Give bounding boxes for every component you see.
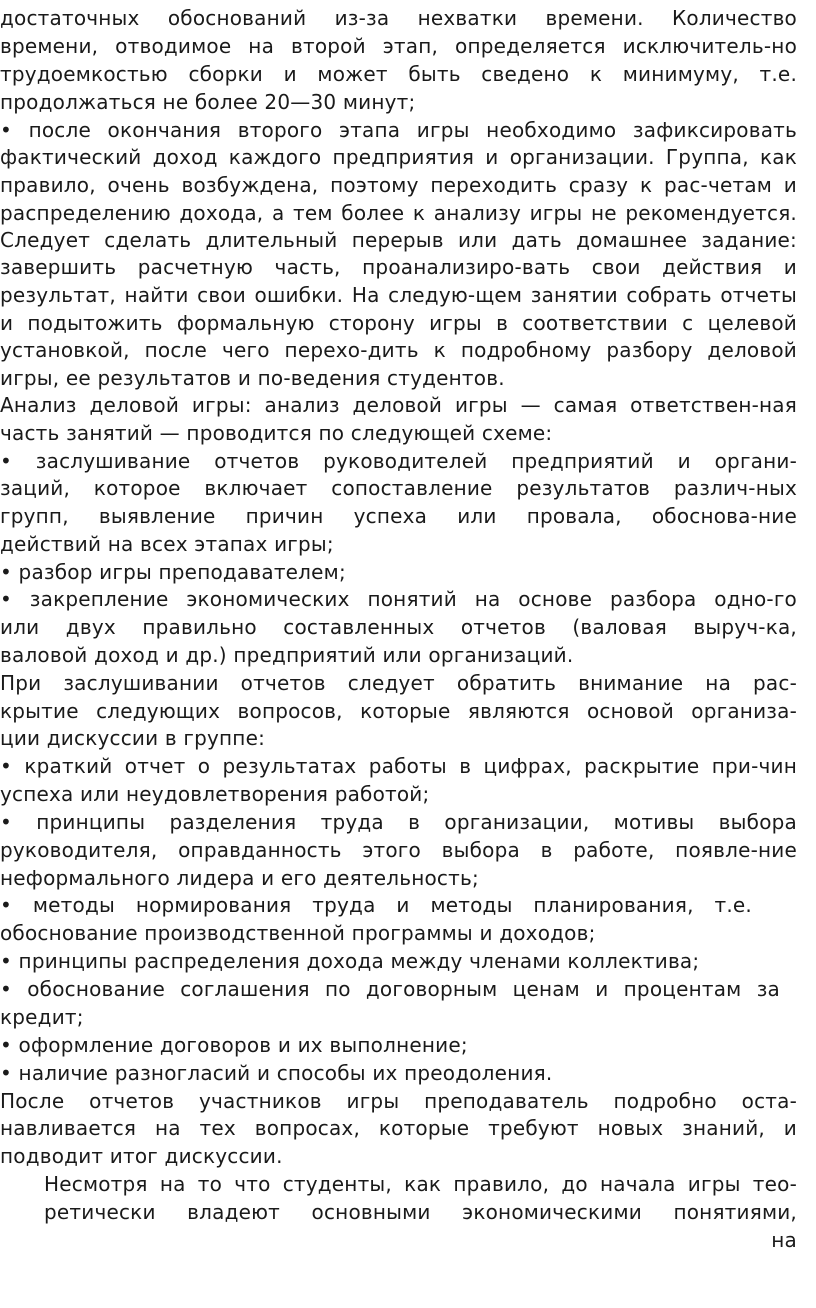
text-line: результат, найти свои ошибки. На следую-щем занятии собрать отчеты bbox=[0, 283, 797, 307]
text-line: • обоснование соглашения по договорным ценам и процентам за bbox=[0, 977, 780, 1001]
text-line: • методы нормирования труда и методы планирования, т.е. bbox=[0, 893, 752, 917]
text-line: обоснование производственной программы и доходов; bbox=[0, 921, 596, 945]
text-line: продолжаться не более 20—30 минут; bbox=[0, 90, 416, 114]
text-line: достаточных обоснований из-за нехватки времени. Количество bbox=[0, 6, 797, 30]
text-line: игры, ее результатов и по-ведения студентов. bbox=[0, 366, 505, 390]
text-line: • после окончания второго этапа игры необходимо зафиксировать bbox=[0, 118, 797, 142]
text-line: • закрепление экономических понятий на основе разбора одно-го bbox=[0, 587, 797, 611]
text-line: времени, отводимое на второй этап, определяется исключитель-но bbox=[0, 34, 797, 58]
text-line: кредит; bbox=[0, 1005, 84, 1029]
text-line: • оформление договоров и их выполнение; bbox=[0, 1033, 468, 1057]
text-line: валовой доход и др.) предприятий или организаций. bbox=[0, 643, 574, 667]
text-line: Несмотря на то что студенты, как правило, до начала игры тео- bbox=[44, 1172, 797, 1196]
text-line: При заслушивании отчетов следует обратить внимание на рас- bbox=[0, 671, 797, 695]
text-line: ции дискуссии в группе: bbox=[0, 726, 266, 750]
text-line: завершить расчетную часть, проанализиро-вать свои действия и bbox=[0, 255, 797, 279]
text-line: навливается на тех вопросах, которые требуют новых знаний, и bbox=[0, 1116, 797, 1140]
text-line: заций, которое включает сопоставление результатов различ-ных bbox=[0, 476, 797, 500]
text-line: ретически владеют основными экономическими понятиями, bbox=[44, 1200, 797, 1224]
text-line: крытие следующих вопросов, которые являются основой организа- bbox=[0, 699, 797, 723]
text-line: на bbox=[771, 1228, 797, 1252]
text-line: • наличие разногласий и способы их преодоления. bbox=[0, 1061, 553, 1085]
text-line: фактический доход каждого предприятия и организации. Группа, как bbox=[0, 145, 797, 169]
text-line: групп, выявление причин успеха или провала, обоснова-ние bbox=[0, 504, 797, 528]
text-line: • заслушивание отчетов руководителей предприятий и органи- bbox=[0, 449, 797, 473]
text-line: • краткий отчет о результатах работы в цифрах, раскрытие при-чин bbox=[0, 754, 797, 778]
text-line: • принципы распределения дохода между членами коллектива; bbox=[0, 949, 700, 973]
text-line: После отчетов участников игры преподаватель подробно оста- bbox=[0, 1089, 797, 1113]
text-line: • принципы разделения труда в организации, мотивы выбора bbox=[0, 810, 797, 834]
text-line: установкой, после чего перехо-дить к подробному разбору деловой bbox=[0, 338, 797, 362]
text-line: или двух правильно составленных отчетов (валовая выруч-ка, bbox=[0, 615, 797, 639]
text-line: трудоемкостью сборки и может быть сведено к минимуму, т.е. bbox=[0, 62, 797, 86]
text-line: • разбор игры преподавателем; bbox=[0, 560, 346, 584]
text-line: Анализ деловой игры: анализ деловой игры — самая ответствен-ная bbox=[0, 393, 797, 417]
text-line: правило, очень возбуждена, поэтому переходить сразу к рас-четам и bbox=[0, 173, 797, 197]
text-line: действий на всех этапах игры; bbox=[0, 532, 334, 556]
text-line: руководителя, оправданность этого выбора в работе, появле-ние bbox=[0, 838, 797, 862]
text-line: успеха или неудовлетворения работой; bbox=[0, 782, 430, 806]
text-line: подводит итог дискуссии. bbox=[0, 1144, 283, 1168]
text-line: неформального лидера и его деятельность; bbox=[0, 866, 479, 890]
text-line: Следует сделать длительный перерыв или дать домашнее задание: bbox=[0, 228, 797, 252]
text-line: часть занятий — проводится по следующей схеме: bbox=[0, 421, 553, 445]
text-line: распределению дохода, а тем более к анализу игры не рекомендуется. bbox=[0, 201, 797, 225]
text-line: и подытожить формальную сторону игры в соответствии с целевой bbox=[0, 311, 797, 335]
